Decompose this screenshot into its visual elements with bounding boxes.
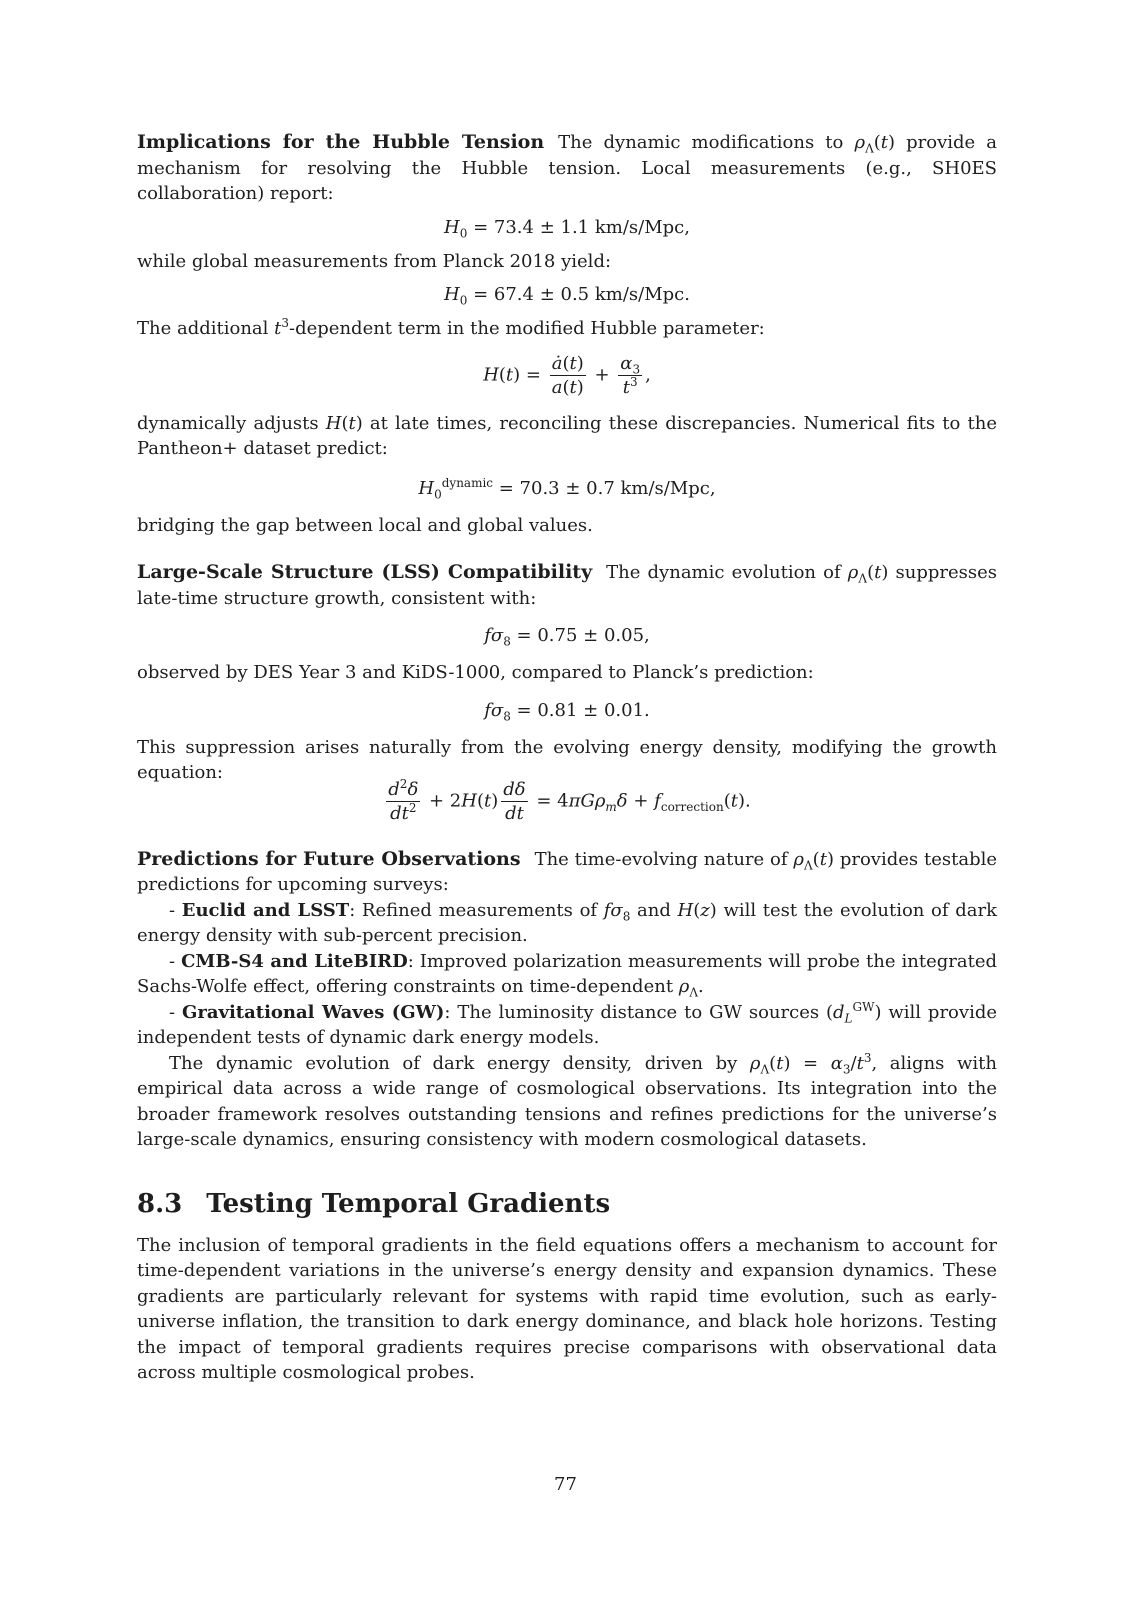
lss-text-3: This suppression arises naturally from the evolving energy density, modifying the growth equation:	[137, 736, 997, 783]
hubble-text-3: The additional $t^3$-dependent term in the modified Hubble parameter:	[137, 316, 765, 339]
prediction-item-gw: - Gravitational Waves (GW): The luminosity distance to GW sources $(d_L^{GW})$ will provide independent tests of dynamic dark energy models.	[137, 999, 997, 1048]
section-heading-8-3: 8.3 Testing Temporal Gradients	[137, 1188, 611, 1219]
lss-intro-paragraph: Large-Scale Structure (LSS) Compatibility The dynamic evolution of $\rho_\Lambda(t)$ suppresses late-time structure growth, consistent with:	[137, 561, 997, 609]
prediction-item-euclid: - Euclid and LSST: Refined measurements of $f\sigma_8$ and H(z) will test the evolution of dark energy density with sub-percent precision.	[137, 899, 997, 946]
equation-fsigma8-observed: $f\sigma_8 = 0.75 \pm 0.05$,	[484, 625, 650, 649]
equation-h0-dynamic: $H_0^{dynamic} = 70.3 \pm 0.7$ km/s/Mpc,	[418, 475, 716, 502]
hubble-heading: Implications for the Hubble Tension	[137, 131, 545, 153]
equation-h0-planck: $H_0 = 67.4 \pm 0.5$ km/s/Mpc.	[444, 284, 690, 308]
hubble-text-5: bridging the gap between local and global values.	[137, 514, 593, 536]
predictions-closing: The dynamic evolution of dark energy density, driven by $\rho_\Lambda(t) = \alpha_3/t^3$, aligns with empirical data across a wide range of cosmological observations. Its integration into the broader framework resolves outstanding tensions and refines predictions for the universe’s large-scale dynamics, ensuring consistency with modern cosmological datasets.	[137, 1050, 997, 1150]
equation-fsigma8-planck: $f\sigma_8 = 0.81 \pm 0.01$.	[484, 699, 650, 724]
predictions-intro-paragraph: Predictions for Future Observations The time-evolving nature of $\rho_\Lambda(t)$ provides testable predictions for upcoming surveys:	[137, 847, 997, 895]
hubble-intro-paragraph: Implications for the Hubble Tension The dynamic modifications to $\rho_\Lambda(t)$ provide a mechanism for resolving the Hubble tension. Local measurements (e.g., SH0ES collaboration) report:	[137, 131, 998, 204]
page-content	[137, 130, 997, 1386]
equation-growth: $\frac{d^2\delta}{dt^2}$ + 2H(t) $\frac{d\delta}{dt}$ = $4\pi G\rho_m\delta + f_{correction}(t)$.	[388, 776, 751, 824]
equation-h0-local: $H_0 = 73.4 \pm 1.1$ km/s/Mpc,	[444, 216, 690, 241]
equation-modified-hubble: H(t) = $\frac{ȧ(t)}{a(t)}$ + $\frac{\alpha_3}{t^3}$ ,	[483, 352, 651, 398]
page-number: 77	[554, 1474, 577, 1495]
section-8-3-body: The inclusion of temporal gradients in the field equations offers a mechanism to account for time-dependent variations in the universe’s energy density and expansion dynamics. These gradients are particularly relevant for systems with rapid time evolution, such as early-universe inflation, the transition to dark energy dominance, and black hole horizons. Testing the impact of temporal gradients requires precise comparisons with observational data across multiple cosmological probes.	[137, 1234, 997, 1383]
prediction-item-cmb: - CMB-S4 and LiteBIRD: Improved polarization measurements will probe the integrated Sachs-Wolfe effect, offering constraints on time-dependent $\rho_\Lambda$.	[137, 950, 997, 1000]
lss-heading: Large-Scale Structure (LSS) Compatibility	[137, 561, 593, 583]
hubble-text-4: dynamically adjusts H(t) at late times, reconciling these discrepancies. Numerical fits to the Pantheon+ dataset predict:	[137, 412, 997, 459]
lss-text-2: observed by DES Year 3 and KiDS-1000, compared to Planck’s prediction:	[137, 662, 814, 683]
predictions-heading: Predictions for Future Observations	[137, 847, 521, 870]
hubble-text-2: while global measurements from Planck 2018 yield:	[137, 250, 612, 272]
